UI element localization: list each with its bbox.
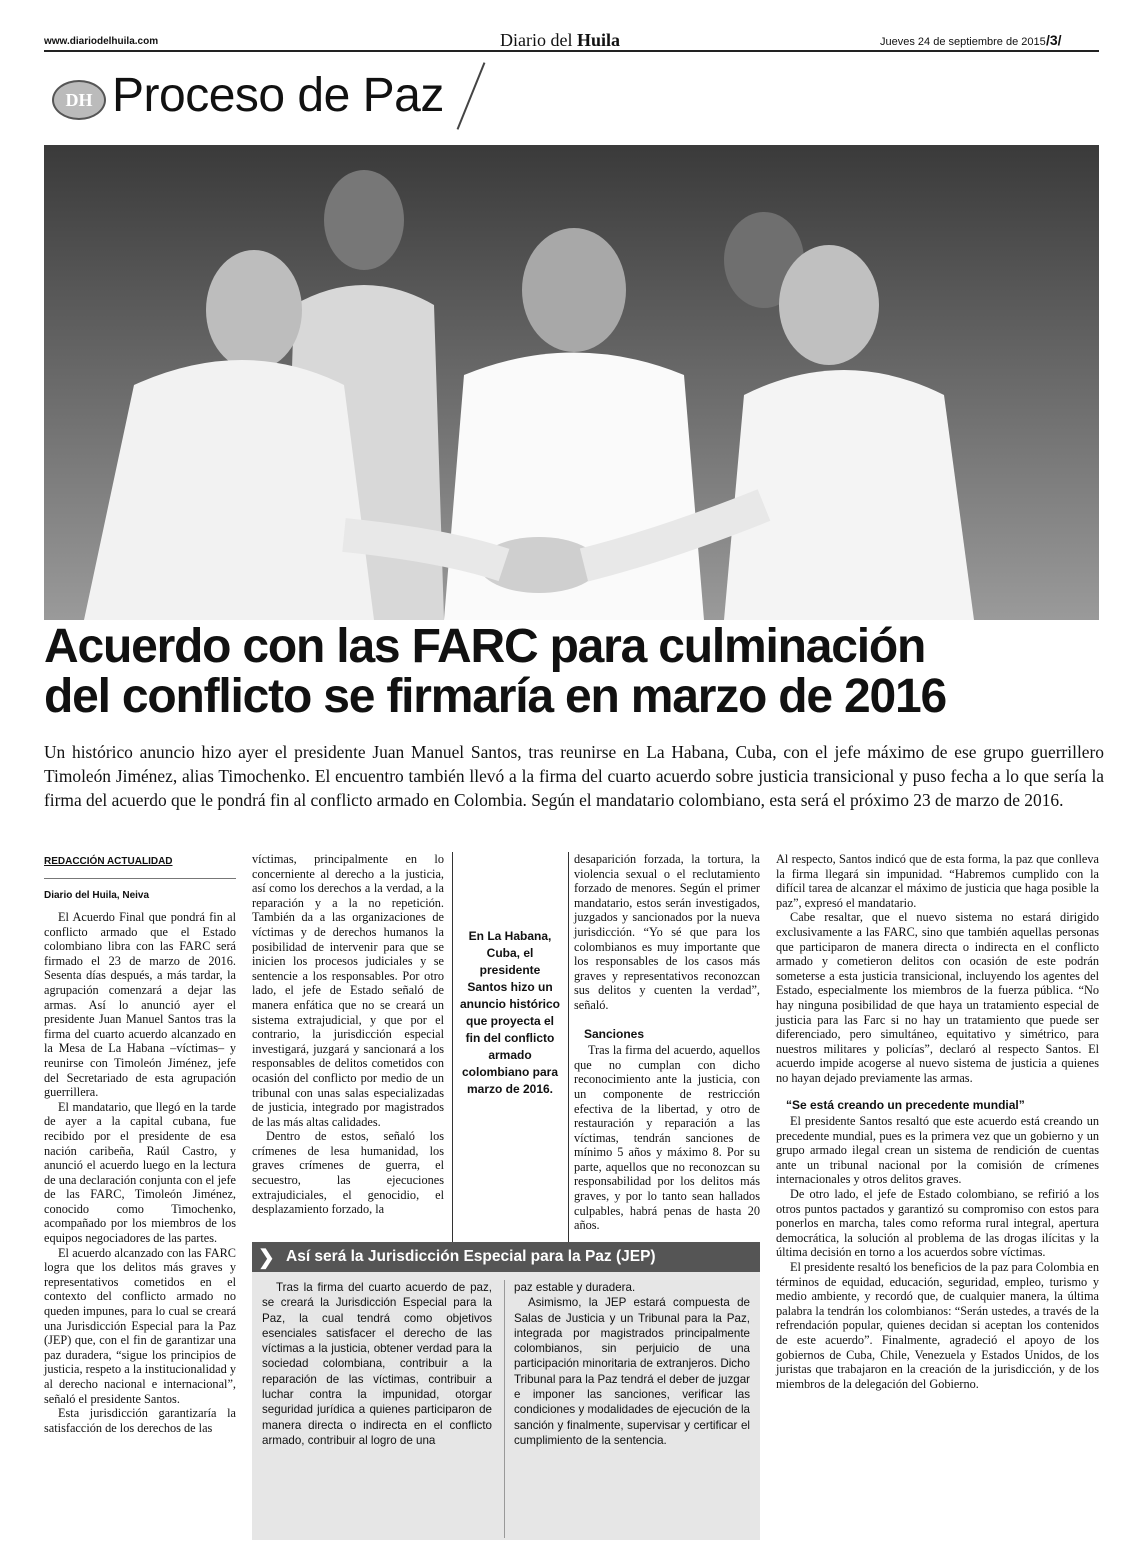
paragraph: El acuerdo alcanzado con las FARC logra que los delitos más graves y representativos cometidos en el contexto del conflicto armado no queden impunes, para lo cual se creará una Jurisdicción Especial para la Paz (JEP) que, con el fin de garantizar una paz duradera, “sigue los principios de justicia, respeto a la institucionalidad y al derecho nacional e internacional”, señaló el presidente Santos. [44,1245,236,1406]
paragraph: víctimas, principalmente en lo concerniente al derecho a la justicia, así como los derechos a la verdad, a la reparación y a la no repetición. También da a las organizaciones de víctimas y de derechos humanos la posibilidad de intervenir para que se inicien los procesos judiciales y se sentencie a los responsables. Por otro lado, el jefe de Estado señaló de manera enfática que no se creará un sistema extrajudicial, y que por el contrario, la jurisdicción especial investigará, juzgará y sancionará a los responsables de delitos cometidos con ocasión del conflicto por medio de un tribunal con unas salas especializadas de justicia, integrado por magistrados de las más altas calidades. [252,852,444,1129]
article-column-2 [252,852,444,1217]
dh-logo: DH [52,80,106,120]
paragraph: Asimismo, la JEP estará compuesta de Salas de Justicia y un Tribunal para la Paz, integrada por magistrados principalmente colombianos, sin perjuicio de una participación minoritaria de extranjeros. Dicho Tribunal para la Paz tendrá el deber de juzgar e imponer las sanciones, verificar las condiciones y modalidades de ejecución de la sanción y finalmente, supervisar y certificar el cumplimiento de la sentencia. [514,1296,750,1447]
sidebar-column-divider [504,1280,505,1538]
sidebar-header [252,1242,760,1272]
issue-date: Jueves 24 de septiembre de 2015 [880,36,1046,48]
sidebar-title: Así será la Jurisdicción Especial para la Paz (JEP) [286,1248,656,1265]
paragraph: Al respecto, Santos indicó que de esta forma, la paz que conlleva la firma llegará sin impunidad. “Habremos cumplido con la difícil tarea de alcanzar el máximo de justicia que haga posible la paz”, expresó el mandatario. [776,852,1099,910]
header-url[interactable]: www.diariodelhuila.com [44,36,159,47]
headline-line-2: del conflicto se firmaría en marzo de 2016 [44,670,946,723]
byline-divider [44,878,236,879]
subhead-precedente: “Se está creando un precedente mundial” [786,1097,1025,1112]
article-headline [44,622,1104,722]
page-number: /3/ [1046,32,1062,48]
section-title: Proceso de Paz [112,69,444,122]
pullquote-right-rule [568,852,569,1242]
paragraph: El Acuerdo Final que pondrá fin al conflicto armado que el Estado colombiano libra con las FARC será firmado el 23 de marzo de 2016. Sesenta días después, a más tardar, la agrupación comenzará a dejar las armas. Así lo anunció ayer el presidente Juan Manuel Santos tras la firma del cuarto acuerdo alcanzado en la Mesa de La Habana –víctimas– y reunirse con Timoleón Jiménez, jefe del Secretariado de esta agrupación guerrillera. [44,910,236,1100]
paragraph: El presidente resaltó los beneficios de la paz para Colombia en términos de equidad, educación, seguridad, empleo, turismo y medio ambiente, y recordó que, de cualquier manera, la última palabra la tendrán los colombianos: “Serán ustedes, a través de la refrendación popular, quienes decidan si aceptan los contenidos de este acuerdo”. Finalmente, agradeció el apoyo de los gobiernos de Cuba, Chile, Venezuela y Estados Unidos, de los juristas que trabajaron en la creación de la jurisdicción, y de los miembros de la delegación del Gobierno. [776,1260,1099,1391]
sidebar-column-right [514,1280,750,1448]
chevron-right-icon: ❯ [258,1247,275,1269]
paragraph: Cabe resaltar, que el nuevo sistema no estará dirigido exclusivamente a las FARC, sino que también aquellas personas que participaron de manera directa o indirecta en el conflicto armado y cometieron delitos con ocasión de este podrán someterse a esta justicia transicional, incluyendo los agentes del Estado, especialmente los miembros de la fuerza pública. “No hay ninguna posibilidad de que haya un tratamiento especial de justicia para las Farc si no hay un tratamiento que puede ser diferenciado, pero simultáneo, equitativo y simétrico, para nuestros militares y policías”, declaró al respecto Santos. El acuerdo impide acogerse al nuevo sistema de justicia a quienes no hayan dejado previamente las armas. [776,910,1099,1085]
newspaper-name [500,30,620,51]
pullquote-left-rule [452,852,453,1242]
paragraph: El mandatario, que llegó en la tarde de ayer a la capital cubana, fue recibido por el presidente de esa nación caribeña, Raúl Castro, y anunció el acuerdo luego en la lectura de una declaración conjunta con el jefe de las FARC, Timoleón Jiménez, conocido como Timochenko, acompañado por los miembros de los equipos negociadores de las partes. [44,1099,236,1246]
paragraph: De otro lado, el jefe de Estado colombiano, se refirió a los otros puntos pactados y garantizó su compromiso con estos para ponerlos en marcha, tales como reforma rural integral, apertura democrática, la solución al problema de las drogas ilícitas y la última decisión en torno a los acuerdos sobre víctimas. [776,1187,1099,1260]
byline: REDACCIÓN ACTUALIDAD [44,856,173,867]
newspaper-name-regular: Diario del [500,30,577,50]
section-title-slash [457,62,486,130]
header-divider [44,50,1099,52]
paragraph: Tras la firma del acuerdo, aquellos que no cumplan con dicho reconocimiento ante la justicia, con un componente de restricción efectiva de la libertad, y otro de restauración y reparación a las víctimas, tendrán sanciones de mínimo 5 años y máximo 8. Por su parte, aquellos que no reconozcan su responsabilidad por los delitos más graves, y por lo tanto sean hallados culpables, habrá penas de hasta 20 años. [574,1043,760,1233]
paragraph: desaparición forzada, la tortura, la violencia sexual o el reclutamiento forzado de menores. Según el primer mandatario, estos serán investigados, juzgados y sancionados por la nueva jurisdicción. “Yo sé que para los colombianos es muy importante que los responsables de los casos más graves y representativos reconozcan sus delitos y cuenten la verdad”, señaló. [574,852,760,1012]
photo-illustration [44,145,1099,620]
article-lead: Un histórico anuncio hizo ayer el presidente Juan Manuel Santos, tras reunirse en La Habana, Cuba, con el jefe máximo de ese grupo guerrillero Timoleón Jiménez, alias Timochenko. El encuentro también llevó a la firma del cuarto acuerdo sobre justicia transicional y puso fecha a lo que sería la firma del acuerdo que le pondrá fin al conflicto armado en Colombia. Según el mandatario colombiano, esta será el próximo 23 de marzo de 2016. [44,742,1104,810]
paragraph: Dentro de estos, señaló los crímenes de lesa humanidad, los graves crímenes de guerra, el secuestro, las ejecuciones extrajudiciales, el genocidio, el desplazamiento forzado, la [252,1129,444,1217]
newspaper-name-bold: Huila [576,30,620,50]
article-column-4 [776,852,1099,1391]
paragraph: paz estable y duradera. [514,1281,636,1294]
article-column-1 [44,910,236,1435]
sidebar-column-left [262,1280,492,1448]
paragraph: Tras la firma del cuarto acuerdo de paz, se creará la Jurisdicción Especial para la Paz, la cual tendrá como objetivos esenciales satisfacer el derecho de las víctimas a la justicia, obtener verdad para la sociedad colombiana, contribuir a la reparación de las víctimas, contribuir a luchar contra la impunidad, otorgar seguridad jurídica a quienes participaron de manera directa o indirecta en el conflicto armado, contribuir al logro de una [262,1281,492,1447]
article-column-3 [574,852,760,1233]
article-photo [44,145,1099,620]
subhead-sanciones: Sanciones [584,1026,645,1041]
source-line: Diario del Huila, Neiva [44,890,150,901]
pull-quote: En La Habana, Cuba, el presidente Santos hizo un anuncio histórico que proyecta el fin del conflicto armado colombiano para marzo de 2016. [460,929,561,1096]
paragraph: El presidente Santos resaltó que este acuerdo está creando un precedente mundial, pues es la primera vez que un gobierno y un grupo armado ilegal crean un sistema de rendición de cuentas ante un tribunal nacional por la comisión de crímenes internacionales y otros delitos graves. [776,1114,1099,1187]
paragraph: Esta jurisdicción garantizaría la satisfacción de los derechos de las [44,1406,236,1435]
headline-line-1: Acuerdo con las FARC para culminación [44,620,926,673]
